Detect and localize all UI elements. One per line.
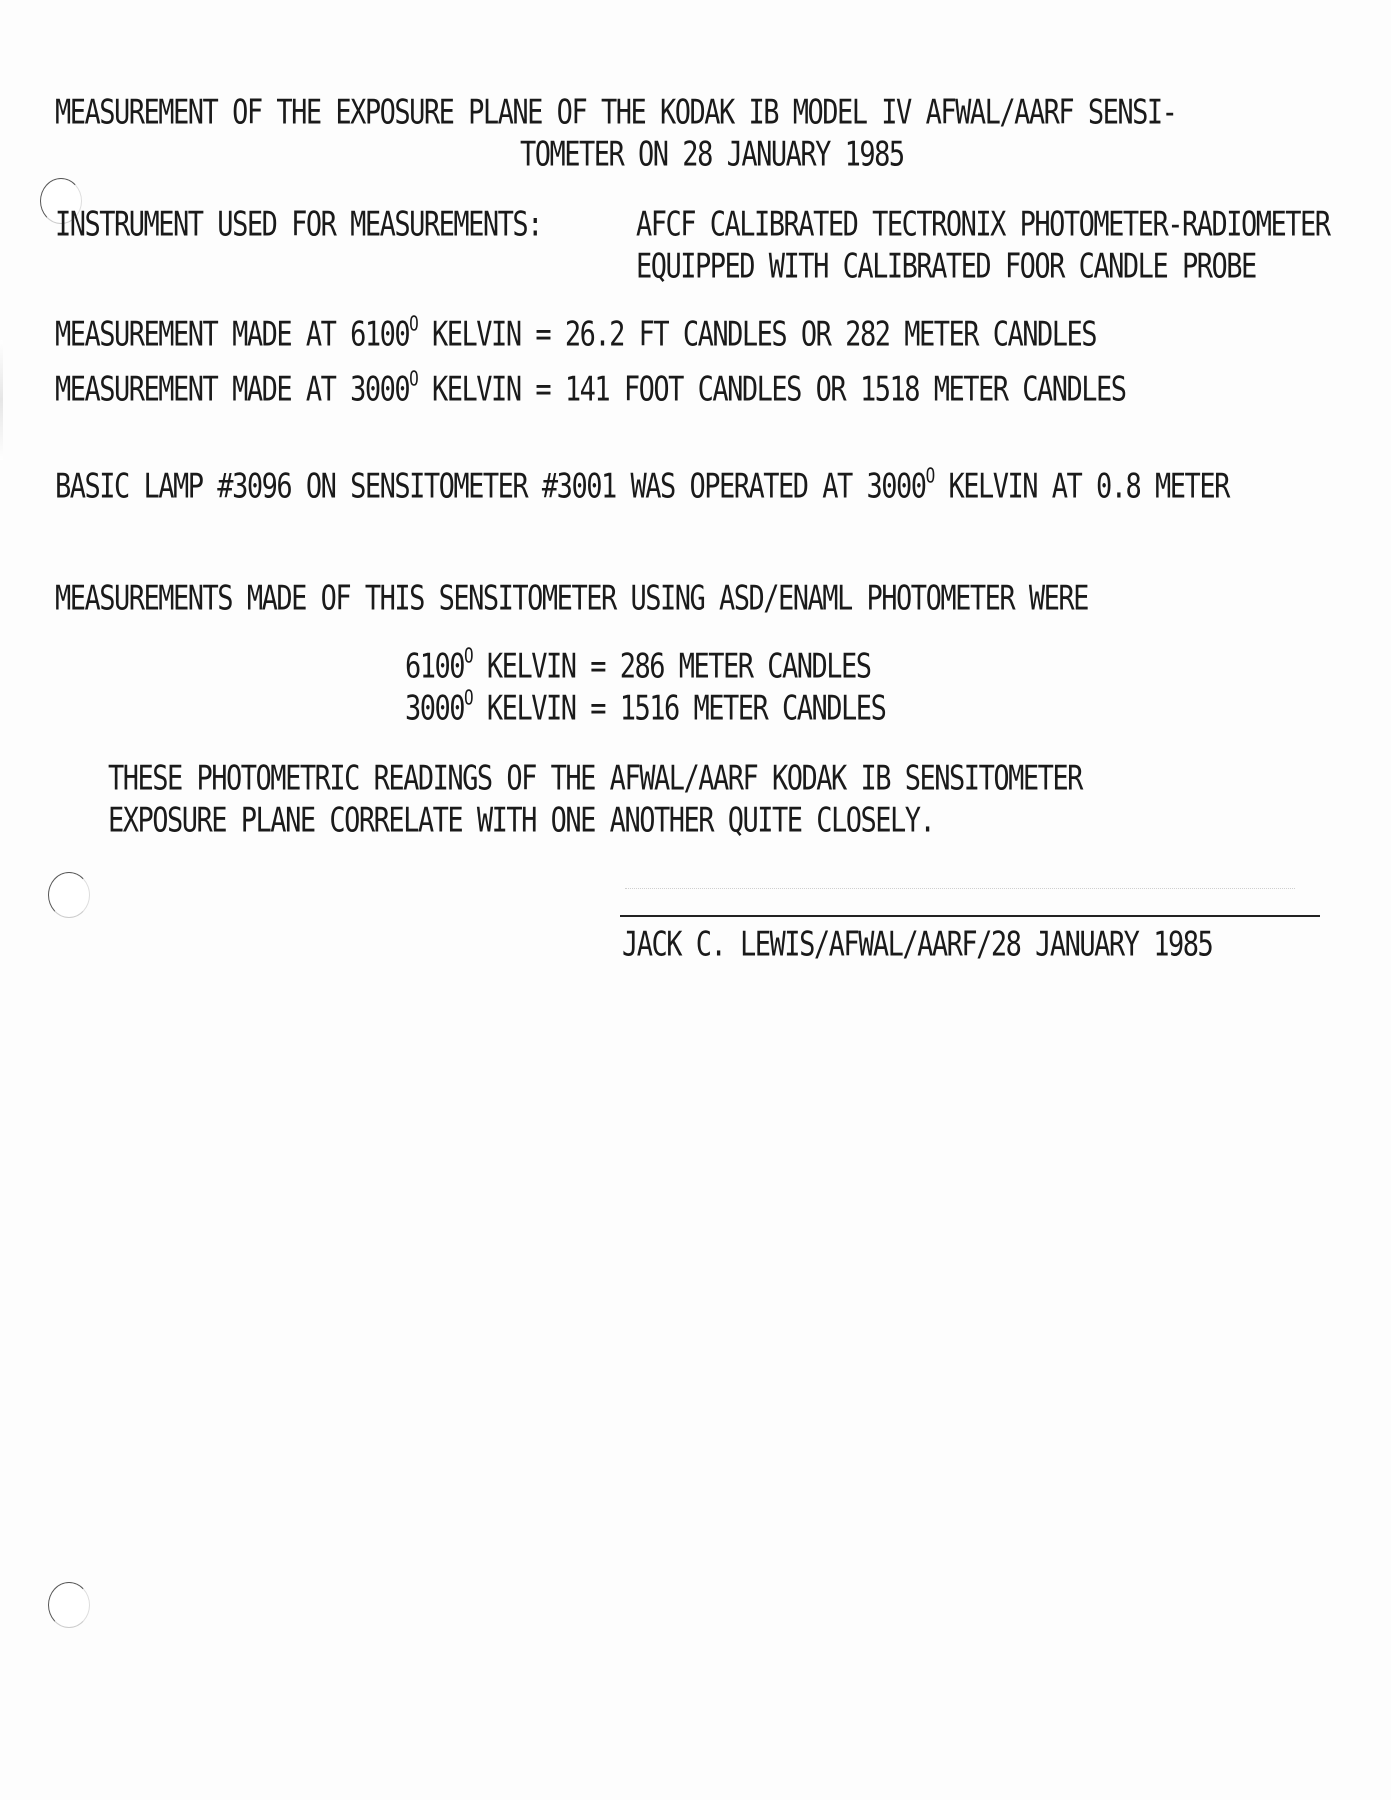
basic-lamp-statement: BASIC LAMP #3096 ON SENSITOMETER #3001 WAS OPERATED AT $3000^O$ KELVIN AT 0.8 METER [55, 463, 1229, 507]
title-line-2: TOMETER ON 28 JANUARY 1985 [520, 135, 904, 175]
instrument-value-line-2: EQUIPPED WITH CALIBRATED FOOR CANDLE PROBE [636, 247, 1256, 287]
title-line-1: MEASUREMENT OF THE EXPOSURE PLANE OF THE KODAK IB MODEL IV AFWAL/AARF SENSI- [55, 93, 1177, 133]
conclusion-line-2: EXPOSURE PLANE CORRELATE WITH ONE ANOTHER QUITE CLOSELY. [108, 801, 935, 841]
asd-reading-6100: $6100^O$ KELVIN = 286 METER CANDLES [405, 643, 871, 687]
signature-line [620, 915, 1320, 917]
signature-block: JACK C. LEWIS/AFWAL/AARF/28 JANUARY 1985 [622, 925, 1213, 965]
measurement-3000: MEASUREMENT MADE AT $3000^O$ KELVIN = 141 FOOT CANDLES OR 1518 METER CANDLES [55, 366, 1126, 410]
binder-hole-bottom [48, 1582, 90, 1628]
faint-dotted-line [625, 888, 1295, 889]
conclusion-line-1: THESE PHOTOMETRIC READINGS OF THE AFWAL/AARF KODAK IB SENSITOMETER [108, 759, 1082, 799]
page-edge-shadow [0, 340, 3, 460]
asd-reading-3000: $3000^O$ KELVIN = 1516 METER CANDLES [405, 685, 886, 729]
instrument-label: INSTRUMENT USED FOR MEASUREMENTS: [55, 205, 542, 245]
binder-hole-middle [48, 872, 90, 918]
measurement-6100: MEASUREMENT MADE AT $6100^O$ KELVIN = 26.2 FT CANDLES OR 282 METER CANDLES [55, 311, 1097, 355]
instrument-value-line-1: AFCF CALIBRATED TECTRONIX PHOTOMETER-RADIOMETER [636, 205, 1330, 245]
asd-measurements-intro: MEASUREMENTS MADE OF THIS SENSITOMETER USING ASD/ENAML PHOTOMETER WERE [55, 579, 1088, 619]
